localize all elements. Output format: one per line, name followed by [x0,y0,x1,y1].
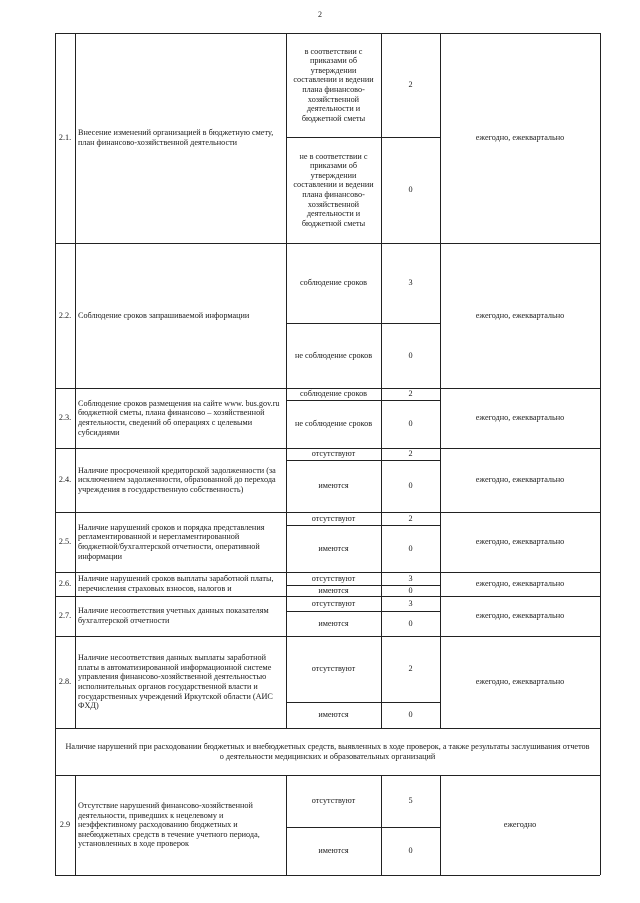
indicator-text: Наличие несоответствия учетных данных показателям бухгалтерской отчетности [78,606,269,625]
column-border [75,775,76,875]
period-text: ежегодно, ежеквартально [475,677,565,687]
criterion-label: соблюдение сроков [299,278,368,288]
period-text: ежегодно, ежеквартально [475,537,565,547]
row-border [55,875,600,876]
criterion-score: 2 [408,664,413,674]
period-text: ежегодно, ежеквартально [475,611,565,621]
column-border [440,33,441,728]
row-border [55,33,600,34]
row-number: 2.5. [58,537,72,547]
indicator-text: Соблюдение сроков запрашиваемой информации [78,310,250,320]
criterion-label: отсутствуют [311,664,356,674]
criterion-label: имеются [318,846,349,856]
row-number: 2.2. [58,310,72,320]
criterion-score: 2 [408,389,413,399]
row-border [55,572,600,573]
column-border [55,33,56,875]
row-number: 2.8. [58,677,72,687]
criterion-score: 0 [408,543,413,553]
row-number: 2.4. [58,475,72,485]
period-text: ежегодно, ежеквартально [475,579,565,589]
row-number: 2.6. [58,579,72,589]
row-border [55,636,600,637]
period-text: ежегодно [503,820,537,830]
criterion-score: 0 [408,846,413,856]
criterion-label: не в соответствии с приказами об утверждении составлении и ведении плана финансово-хозяйственной деятельности и бюджетной сметы [293,151,374,228]
row-border [286,585,440,586]
indicator-text: Соблюдение сроков размещения на сайте www. bus.gov.ru бюджетной сметы, плана финансово – хозяйственной деятельности, сведений об операциях с целевыми субсидиями [78,398,280,437]
criterion-score: 0 [408,350,413,360]
criterion-label: имеются [318,710,349,720]
indicator-text: Наличие нарушений сроков и порядка представления регламентированной и нерегламентированной бюджетной/бухгалтерской отчетности, оперативной информации [78,522,265,561]
criterion-score: 2 [408,513,413,523]
criterion-score: 0 [408,710,413,720]
section-header: Наличие нарушений при расходовании бюджетных и внебюджетных средств, выявленных в ходе проверок, а также результаты заслушивания отчетов о деятельности медицинских и образовательных организаций [65,741,590,761]
period-text: ежегодно, ежеквартально [475,310,565,320]
column-border [286,775,287,875]
period-text: ежегодно, ежеквартально [475,413,565,423]
row-number: 2.3. [58,413,72,423]
row-border [55,243,600,244]
period-text: ежегодно, ежеквартально [475,133,565,143]
row-border [55,388,600,389]
column-border [381,33,382,728]
criterion-score: 5 [408,796,413,806]
row-border [286,702,440,703]
criterion-label: в соответствии с приказами об утверждении составлении и ведении плана финансово-хозяйственной деятельности и бюджетной сметы [293,46,374,123]
row-border [286,525,440,526]
row-number: 2.9 [59,820,71,830]
criterion-label: имеются [318,585,349,595]
criterion-score: 0 [408,618,413,628]
indicator-text: Отсутствие нарушений финансово-хозяйственной деятельности, приведших к нецелевому и неэффективному расходованию бюджетных и внебюджетных средств в течение учетного периода, установленных в ходе проверок [78,801,260,849]
row-border [286,827,440,828]
period-text: ежегодно, ежеквартально [475,475,565,485]
indicator-text: Наличие несоответствия данных выплаты заработной платы в автоматизированной информационной системе управления финансово-хозяйственной деятельностью исполнительных органов государственной власти и государственных учреждений Иркутской области (АИС ФХД) [78,653,273,711]
criterion-score: 2 [408,449,413,459]
indicator-text: Внесение изменений организацией в бюджетную смету, план финансово-хозяйственной деятельности [78,128,274,147]
criterion-score: 0 [408,585,413,595]
criterion-score: 3 [408,573,413,583]
row-border [286,611,440,612]
criterion-label: отсутствуют [311,598,356,608]
criterion-label: отсутствуют [311,449,356,459]
row-border [286,460,440,461]
criterion-label: не соблюдение сроков [294,350,373,360]
row-border [286,137,440,138]
row-number: 2.7. [58,611,72,621]
criterion-score: 3 [408,598,413,608]
criterion-label: отсутствуют [311,573,356,583]
column-border [75,33,76,728]
column-border [286,33,287,728]
row-border [286,323,440,324]
indicator-text: Наличие нарушений сроков выплаты заработной платы, перечисления страховых взносов, налогов и [78,574,274,593]
criterion-label: имеются [318,543,349,553]
criterion-label: соблюдение сроков [299,389,368,399]
criterion-score: 0 [408,419,413,429]
row-border [55,596,600,597]
criterion-label: имеются [318,618,349,628]
row-border [55,775,600,776]
column-border [381,775,382,875]
criterion-label: имеются [318,481,349,491]
page-number: 2 [318,10,322,19]
criterion-label: не соблюдение сроков [294,419,373,429]
indicator-text: Наличие просроченной кредиторской задолженности (за исключением задолженности, образованной до перехода учреждения в государственную собственность) [78,465,276,494]
criterion-label: отсутствуют [311,513,356,523]
column-border [600,33,601,875]
criterion-score: 0 [408,185,413,195]
criterion-score: 0 [408,481,413,491]
criterion-score: 3 [408,278,413,288]
row-number: 2.1. [58,133,72,143]
row-border [55,512,600,513]
column-border [440,775,441,875]
row-border [55,448,600,449]
criterion-label: отсутствуют [311,796,356,806]
row-border [286,400,440,401]
criterion-score: 2 [408,80,413,90]
